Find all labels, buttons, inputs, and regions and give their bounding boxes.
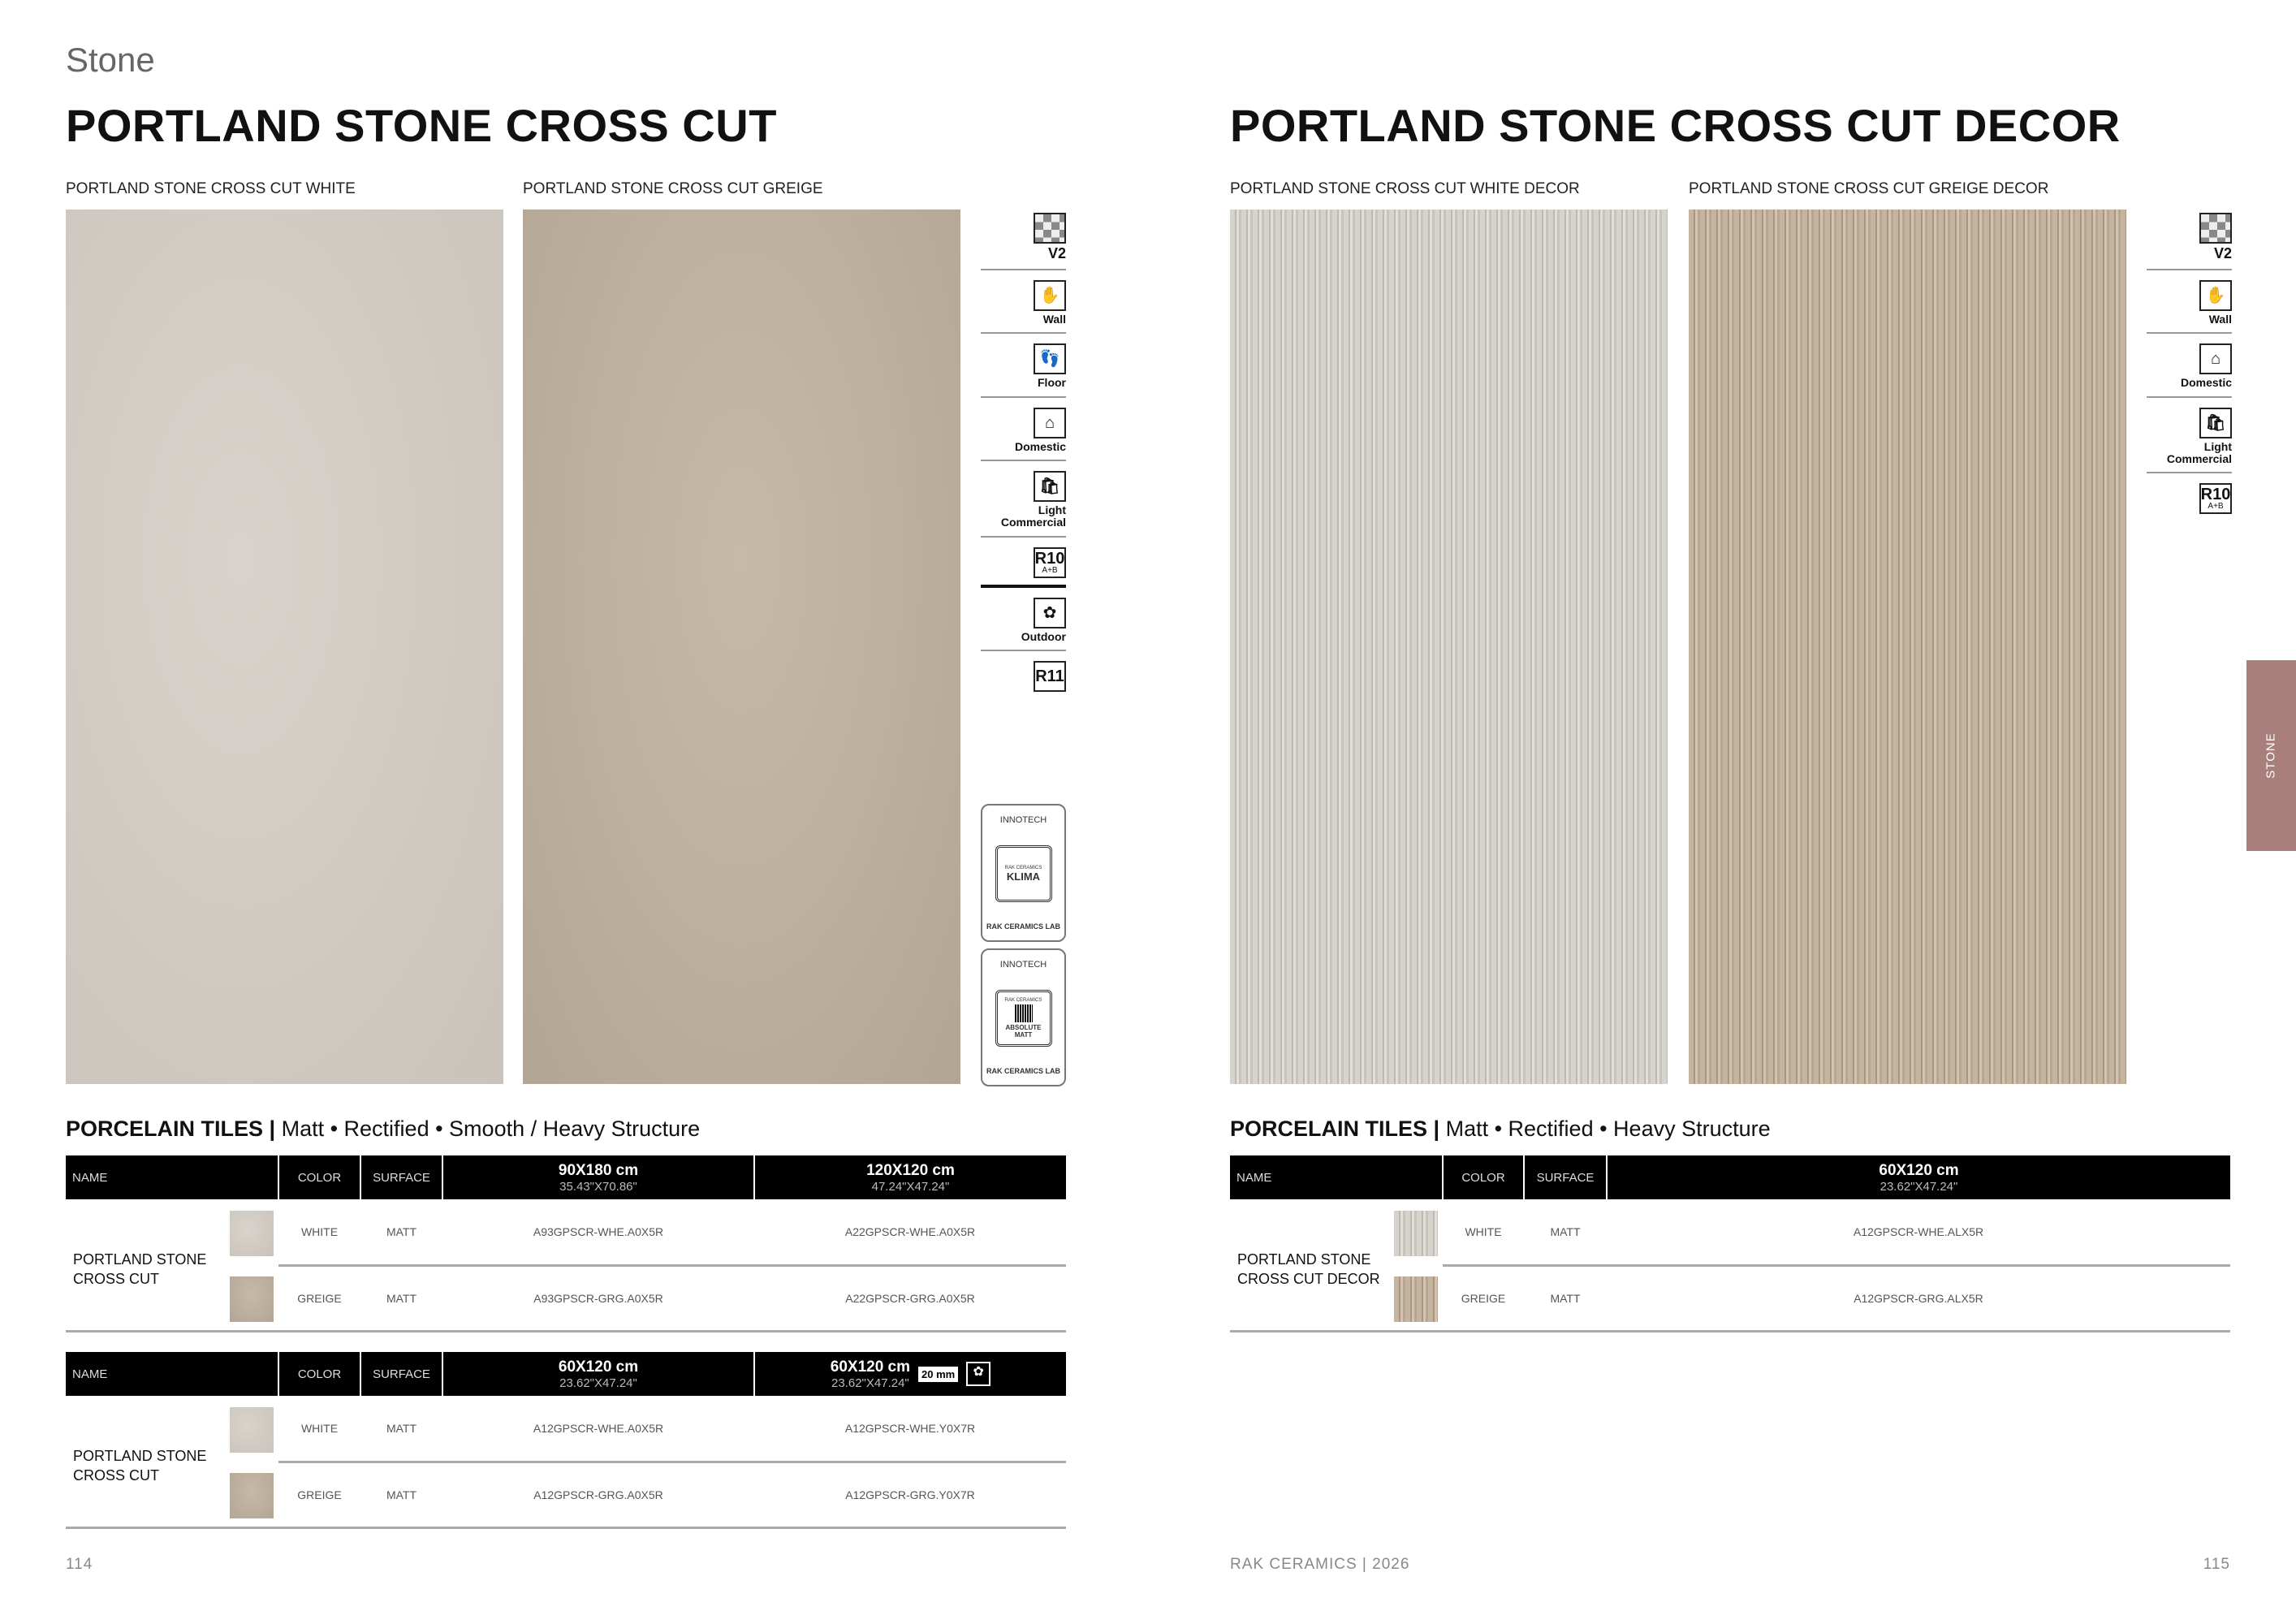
badge-bottom: RAK CERAMICS LAB bbox=[986, 922, 1060, 931]
tile-image-greige-decor bbox=[1689, 209, 2126, 1084]
floor-feet-icon: 👣 bbox=[1034, 343, 1066, 374]
home-icon: ⌂ bbox=[2199, 343, 2232, 374]
tile-label-greige: PORTLAND STONE CROSS CUT GREIGE bbox=[523, 180, 823, 197]
col-size-2: 60X120 cm 23.62"X47.24"20 mm ✿ bbox=[754, 1352, 1066, 1396]
table-cell: GREIGE bbox=[278, 1265, 360, 1331]
col-name: NAME bbox=[66, 1352, 278, 1396]
table-cell: A22GPSCR-WHE.A0X5R bbox=[754, 1199, 1066, 1265]
table-cell: MATT bbox=[1524, 1265, 1607, 1331]
tile-image-white-decor bbox=[1230, 209, 1668, 1084]
feature-icons-right bbox=[2147, 209, 2232, 527]
shopping-bag-icon: 🛍 bbox=[2199, 408, 2232, 438]
table-cell: A12GPSCR-WHE.Y0X7R bbox=[754, 1396, 1066, 1462]
table-cell bbox=[1230, 1199, 1443, 1331]
table-cell: A12GPSCR-GRG.Y0X7R bbox=[754, 1462, 1066, 1527]
floor-label: Floor bbox=[1038, 376, 1066, 390]
domestic-label: Domestic bbox=[2180, 376, 2232, 390]
table-cell: A93GPSCR-GRG.A0X5R bbox=[442, 1265, 754, 1331]
thickness-badge: 20 mm bbox=[918, 1367, 958, 1382]
footer-brand: RAK CERAMICS | 2026 bbox=[1230, 1556, 1410, 1573]
col-color: COLOR bbox=[278, 1352, 360, 1396]
r10-sub: A+B bbox=[1042, 565, 1058, 575]
table-cell: GREIGE bbox=[1443, 1265, 1524, 1331]
section-tab-stone[interactable] bbox=[2246, 660, 2296, 851]
badge-brand: RAK CERAMICS bbox=[1004, 998, 1042, 1003]
outdoor-icon: ✿ bbox=[966, 1362, 990, 1386]
tile-label-white-decor: PORTLAND STONE CROSS CUT WHITE DECOR bbox=[1230, 180, 1580, 197]
col-size-1: 60X120 cm 23.62"X47.24" bbox=[442, 1352, 754, 1396]
table-cell: GREIGE bbox=[278, 1462, 360, 1527]
light-label: Light bbox=[2203, 439, 2232, 453]
home-icon: ⌂ bbox=[1034, 408, 1066, 438]
table-cell: WHITE bbox=[278, 1199, 360, 1265]
badge-name: KLIMA bbox=[1006, 870, 1041, 883]
v2-label: V2 bbox=[2213, 245, 2232, 261]
product-name: PORTLAND STONE CROSS CUT bbox=[73, 1251, 207, 1288]
feature-icons-left bbox=[981, 209, 1066, 705]
col-color: COLOR bbox=[278, 1155, 360, 1199]
table-cell: MATT bbox=[1524, 1199, 1607, 1265]
swatch-greige bbox=[230, 1276, 274, 1322]
wall-label: Wall bbox=[1042, 312, 1066, 326]
table-row bbox=[66, 1396, 1066, 1462]
table-cell: WHITE bbox=[1443, 1199, 1524, 1265]
product-heading-left: PORCELAIN TILES | Matt • Rectified • Smooth / Heavy Structure bbox=[66, 1116, 701, 1141]
light-label: Light bbox=[1038, 503, 1066, 516]
slip-rating-r11-icon bbox=[1034, 661, 1066, 692]
table-cell: A12GPSCR-WHE.A0X5R bbox=[442, 1396, 754, 1462]
table-cell: WHITE bbox=[278, 1396, 360, 1462]
col-name: NAME bbox=[66, 1155, 278, 1199]
slip-rating-r10-icon bbox=[1034, 547, 1066, 578]
col-surface: SURFACE bbox=[360, 1352, 442, 1396]
product-name: PORTLAND STONE CROSS CUT DECOR bbox=[1237, 1251, 1380, 1288]
v2-label: V2 bbox=[1047, 245, 1066, 261]
r11-label: R11 bbox=[1035, 667, 1064, 686]
tile-label-white: PORTLAND STONE CROSS CUT WHITE bbox=[66, 180, 356, 197]
table-cell bbox=[66, 1199, 278, 1331]
page-number-left: 114 bbox=[66, 1556, 93, 1573]
wall-hand-icon: ✋ bbox=[2199, 280, 2232, 311]
r10-sub: A+B bbox=[2208, 502, 2224, 512]
table-row bbox=[1230, 1199, 2230, 1265]
swatch-greige bbox=[230, 1473, 274, 1518]
table-cell: MATT bbox=[360, 1199, 442, 1265]
table-row bbox=[66, 1199, 1066, 1265]
col-size-2: 120X120 cm 47.24"X47.24" bbox=[754, 1155, 1066, 1199]
table-cell: MATT bbox=[360, 1462, 442, 1527]
swatch-white bbox=[230, 1407, 274, 1453]
table-cell: MATT bbox=[360, 1265, 442, 1331]
table-cell: A12GPSCR-GRG.ALX5R bbox=[1607, 1265, 2230, 1331]
section-label: Stone bbox=[66, 41, 155, 79]
col-size-1: 90X180 cm 35.43"X70.86" bbox=[442, 1155, 754, 1199]
domestic-label: Domestic bbox=[1014, 439, 1066, 453]
badge-bottom: RAK CERAMICS LAB bbox=[986, 1067, 1060, 1075]
product-name: PORTLAND STONE CROSS CUT bbox=[73, 1448, 207, 1484]
spec-table-1 bbox=[66, 1155, 1066, 1332]
spec-table-decor bbox=[1230, 1155, 2230, 1332]
wall-label: Wall bbox=[2208, 312, 2232, 326]
shopping-bag-icon: 🛍 bbox=[1034, 471, 1066, 502]
shade-variation-icon bbox=[1034, 213, 1066, 244]
page-title-left: PORTLAND STONE CROSS CUT bbox=[66, 100, 777, 151]
slip-rating-r10-icon bbox=[2199, 483, 2232, 514]
absolute-matt-badge bbox=[981, 948, 1066, 1086]
tile-label-greige-decor: PORTLAND STONE CROSS CUT GREIGE DECOR bbox=[1689, 180, 2049, 197]
commercial-label: Commercial bbox=[2166, 451, 2232, 465]
table-cell bbox=[66, 1396, 278, 1527]
col-size-1: 60X120 cm 23.62"X47.24" bbox=[1607, 1155, 2230, 1199]
swatch-white-decor bbox=[1394, 1211, 1438, 1256]
table-cell: A22GPSCR-GRG.A0X5R bbox=[754, 1265, 1066, 1331]
outdoor-plant-icon: ✿ bbox=[1034, 598, 1066, 628]
wall-hand-icon: ✋ bbox=[1034, 280, 1066, 311]
table-cell: MATT bbox=[360, 1396, 442, 1462]
col-surface: SURFACE bbox=[360, 1155, 442, 1199]
col-color: COLOR bbox=[1443, 1155, 1524, 1199]
col-name: NAME bbox=[1230, 1155, 1443, 1199]
tile-image-greige bbox=[523, 209, 960, 1084]
outdoor-label: Outdoor bbox=[1021, 629, 1066, 643]
product-heading-right: PORCELAIN TILES | Matt • Rectified • Heavy Structure bbox=[1230, 1116, 1771, 1141]
commercial-label: Commercial bbox=[1000, 516, 1066, 529]
badge-brand: RAK CERAMICS bbox=[1004, 865, 1042, 870]
grid-icon bbox=[1015, 1004, 1033, 1022]
shade-variation-icon bbox=[2199, 213, 2232, 244]
table-cell: A12GPSCR-WHE.ALX5R bbox=[1607, 1199, 2230, 1265]
section-tab-label: STONE bbox=[2264, 732, 2278, 779]
klima-badge bbox=[981, 804, 1066, 942]
r10-label: R10 bbox=[2200, 486, 2231, 504]
col-surface: SURFACE bbox=[1524, 1155, 1607, 1199]
badge-name: ABSOLUTE MATT bbox=[1005, 1024, 1042, 1039]
badge-top: INNOTECH bbox=[999, 960, 1047, 970]
swatch-white bbox=[230, 1211, 274, 1256]
badge-top: INNOTECH bbox=[999, 815, 1047, 825]
page-number-right: 115 bbox=[2203, 1556, 2230, 1573]
spec-table-2 bbox=[66, 1352, 1066, 1529]
page-title-right: PORTLAND STONE CROSS CUT DECOR bbox=[1230, 100, 2121, 151]
table-cell: A12GPSCR-GRG.A0X5R bbox=[442, 1462, 754, 1527]
tile-image-white bbox=[66, 209, 503, 1084]
r10-label: R10 bbox=[1034, 549, 1065, 568]
swatch-greige-decor bbox=[1394, 1276, 1438, 1322]
table-cell: A93GPSCR-WHE.A0X5R bbox=[442, 1199, 754, 1265]
